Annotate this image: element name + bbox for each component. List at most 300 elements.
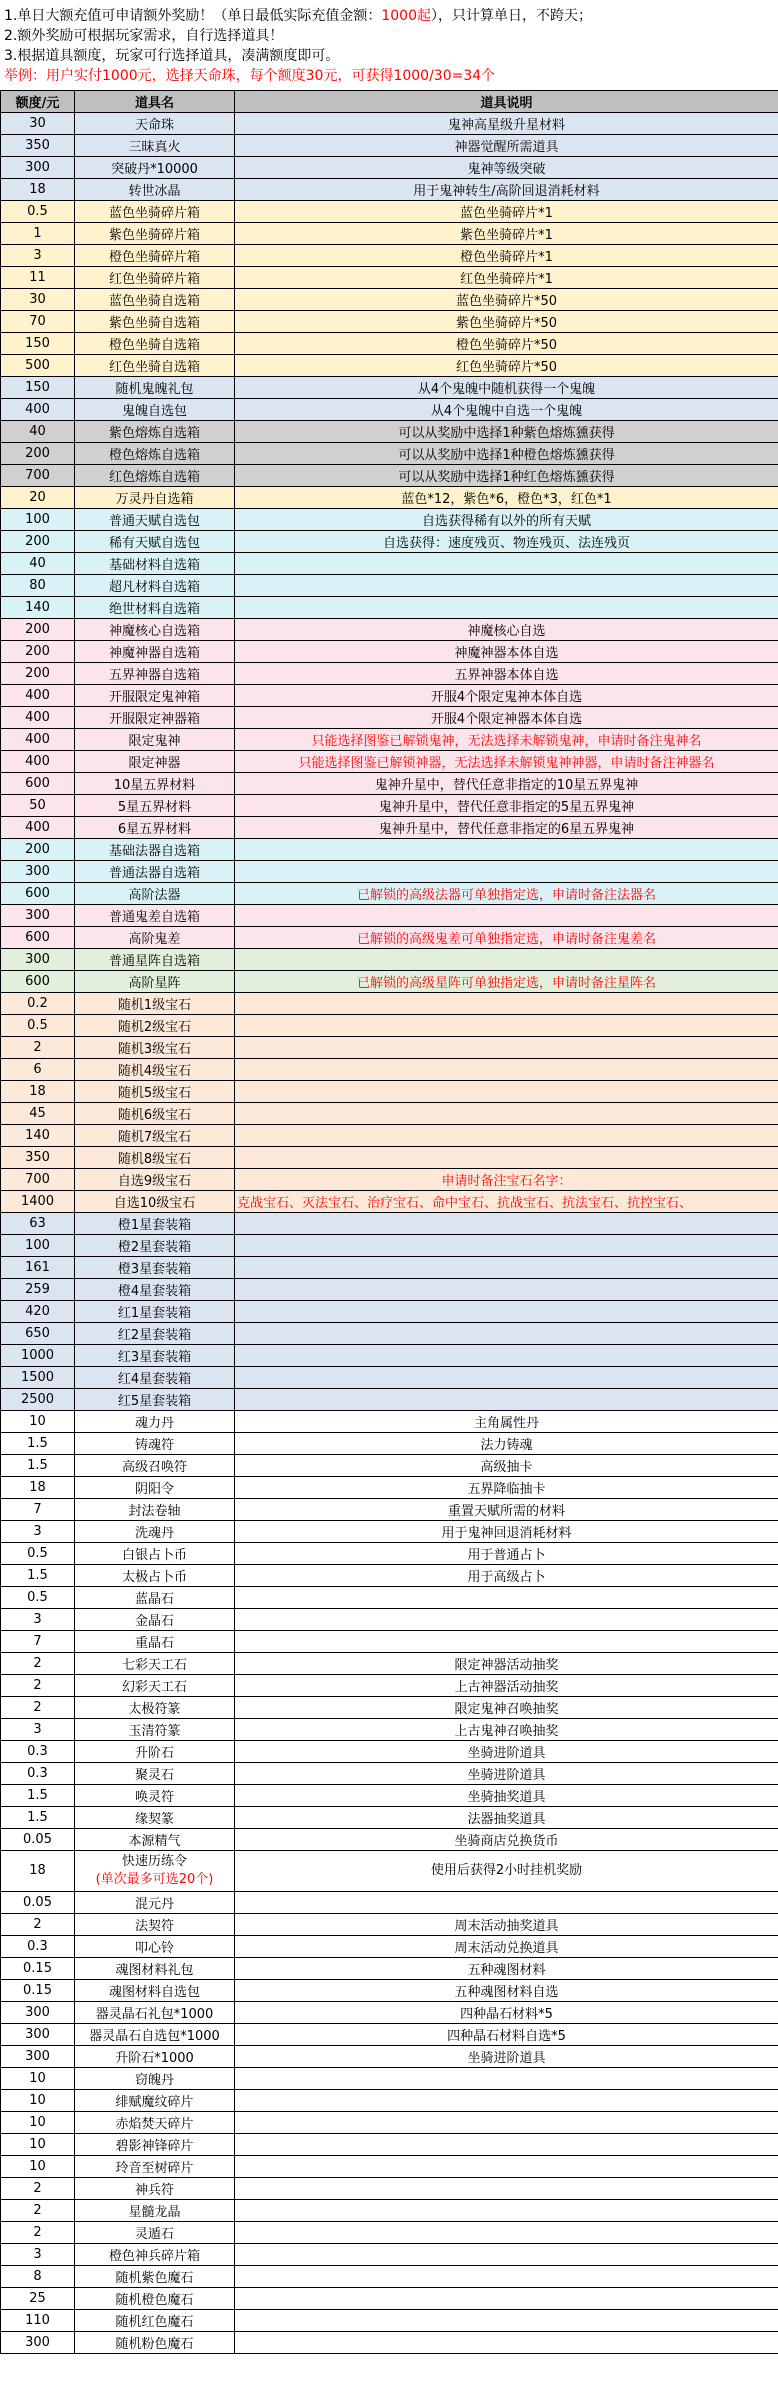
table-row [1, 509, 778, 531]
table-row [1, 2178, 778, 2200]
item-desc-cell: 周末活动抽奖道具 [235, 1914, 778, 1936]
amount-cell: 7 [1, 1631, 75, 1653]
item-name-cell: 封法卷轴 [75, 1499, 235, 1521]
item-desc-cell: 坐骑商店兑换货币 [235, 1829, 778, 1851]
item-desc-cell [235, 1213, 778, 1235]
amount-cell: 500 [1, 355, 75, 377]
item-name-cell: 随机紫色魔石 [75, 2266, 235, 2288]
amount-cell: 10 [1, 2112, 75, 2134]
amount-cell: 100 [1, 509, 75, 531]
table-row [1, 2266, 778, 2288]
item-desc-cell [235, 2156, 778, 2178]
item-desc-cell [235, 2244, 778, 2266]
table-row [1, 1609, 778, 1631]
table-row [1, 1169, 778, 1191]
amount-cell: 2 [1, 1697, 75, 1719]
amount-cell: 30 [1, 113, 75, 135]
table-row [1, 157, 778, 179]
item-name-cell: 红5星套装箱 [75, 1389, 235, 1411]
item-name-cell: 唤灵符 [75, 1785, 235, 1807]
item-desc-cell [235, 2090, 778, 2112]
item-desc-cell: 五种魂图材料自选 [235, 1980, 778, 2002]
table-row [1, 267, 778, 289]
item-name-cell: 开服限定神器箱 [75, 707, 235, 729]
item-name-cell: 绯赋魔纹碎片 [75, 2090, 235, 2112]
item-desc-cell: 鬼神升星中，替代任意非指定的10星五界鬼神 [235, 773, 778, 795]
amount-cell: 10 [1, 1411, 75, 1433]
item-name-cell: 随机5级宝石 [75, 1081, 235, 1103]
table-row [1, 1980, 778, 2002]
table-row [1, 1521, 778, 1543]
item-desc-cell: 已解锁的高级法器可单独指定选，申请时备注法器名 [235, 883, 778, 905]
table-row [1, 1763, 778, 1785]
note-line-example: 举例：用户实付1000元，选择天命珠，每个额度30元，可获得1000/30=34个 [4, 68, 496, 84]
table-row [1, 1543, 778, 1565]
amount-cell: 140 [1, 1125, 75, 1147]
amount-cell: 600 [1, 971, 75, 993]
item-desc-cell [235, 2200, 778, 2222]
table-row [1, 1389, 778, 1411]
item-desc-cell [235, 1631, 778, 1653]
item-name-cell: 金晶石 [75, 1609, 235, 1631]
item-name-cell: 开服限定鬼神箱 [75, 685, 235, 707]
item-desc-cell: 紫色坐骑碎片*50 [235, 311, 778, 333]
note-line-1 [4, 6, 772, 26]
item-desc-cell [235, 2178, 778, 2200]
amount-cell: 2 [1, 1037, 75, 1059]
item-name-cell: 红2星套装箱 [75, 1323, 235, 1345]
item-name-cell: 普通鬼差自选箱 [75, 905, 235, 927]
item-desc-cell: 自选获得稀有以外的所有天赋 [235, 509, 778, 531]
amount-cell: 3 [1, 1719, 75, 1741]
table-row [1, 135, 778, 157]
amount-cell: 8 [1, 2266, 75, 2288]
amount-cell: 700 [1, 465, 75, 487]
amount-cell: 1.5 [1, 1565, 75, 1587]
amount-cell: 2 [1, 1675, 75, 1697]
item-name-cell: 器灵晶石自选包*1000 [75, 2024, 235, 2046]
amount-cell: 259 [1, 1279, 75, 1301]
table-row [1, 465, 778, 487]
item-desc-cell: 可以从奖励中选择1种红色熔炼獯获得 [235, 465, 778, 487]
item-name-cell: 升阶石 [75, 1741, 235, 1763]
item-desc-cell: 已解锁的高级鬼差可单独指定选，申请时备注鬼差名 [235, 927, 778, 949]
item-name-text: 快速历练令 [121, 1854, 187, 1869]
table-row [1, 553, 778, 575]
table-row [1, 861, 778, 883]
amount-cell: 300 [1, 157, 75, 179]
table-row [1, 1147, 778, 1169]
table-row [1, 2200, 778, 2222]
item-desc-cell: 法器抽奖道具 [235, 1807, 778, 1829]
table-row [1, 839, 778, 861]
table-row [1, 971, 778, 993]
item-desc-cell [235, 2288, 778, 2310]
item-name-cell: 星髓龙晶 [75, 2200, 235, 2222]
table-row [1, 377, 778, 399]
table-row [1, 113, 778, 135]
item-desc-cell [235, 905, 778, 927]
amount-cell: 3 [1, 1609, 75, 1631]
table-row [1, 1565, 778, 1587]
item-name-cell: 神魔核心自选箱 [75, 619, 235, 641]
item-name-cell: 铸魂符 [75, 1433, 235, 1455]
amount-cell: 10 [1, 2068, 75, 2090]
item-name-cell: 升阶石*1000 [75, 2046, 235, 2068]
amount-cell: 25 [1, 2288, 75, 2310]
item-desc-cell: 鬼神高星级升星材料 [235, 113, 778, 135]
item-name-cell: 蓝晶石 [75, 1587, 235, 1609]
amount-cell: 0.3 [1, 1763, 75, 1785]
amount-cell: 300 [1, 2332, 75, 2354]
item-desc-cell [235, 1081, 778, 1103]
amount-cell: 400 [1, 751, 75, 773]
table-row [1, 179, 778, 201]
table-row [1, 1653, 778, 1675]
item-name-cell: 橙4星套装箱 [75, 1279, 235, 1301]
item-name-cell: 随机4级宝石 [75, 1059, 235, 1081]
item-name-cell: 随机橙色魔石 [75, 2288, 235, 2310]
item-name-cell: 紫色坐骑碎片箱 [75, 223, 235, 245]
item-desc-cell: 蓝色*12，紫色*6，橙色*3，红色*1 [235, 487, 778, 509]
item-name-cell: 10星五界材料 [75, 773, 235, 795]
item-name-cell: 窃魄丹 [75, 2068, 235, 2090]
table-row [1, 399, 778, 421]
table-row [1, 1829, 778, 1851]
item-desc-cell [235, 1892, 778, 1914]
table-row [1, 1785, 778, 1807]
table-row [1, 1213, 778, 1235]
table-row [1, 1367, 778, 1389]
amount-cell: 0.5 [1, 201, 75, 223]
table-body [1, 113, 778, 2354]
amount-cell: 600 [1, 927, 75, 949]
item-desc-cell [235, 2332, 778, 2354]
amount-cell: 350 [1, 135, 75, 157]
table-row [1, 927, 778, 949]
item-desc-cell [235, 2310, 778, 2332]
amount-cell: 420 [1, 1301, 75, 1323]
item-name-cell: 限定鬼神 [75, 729, 235, 751]
amount-cell: 600 [1, 773, 75, 795]
item-desc-cell: 限定鬼神召唤抽奖 [235, 1697, 778, 1719]
item-name-cell: 器灵晶石礼包*1000 [75, 2002, 235, 2024]
table-row [1, 223, 778, 245]
amount-cell: 2 [1, 2222, 75, 2244]
amount-cell: 18 [1, 1081, 75, 1103]
table-row [1, 1257, 778, 1279]
item-desc-cell: 鬼神升星中，替代任意非指定的5星五界鬼神 [235, 795, 778, 817]
amount-cell: 0.05 [1, 1892, 75, 1914]
item-name-cell: 七彩天工石 [75, 1653, 235, 1675]
item-name-cell: 绝世材料自选箱 [75, 597, 235, 619]
item-name-cell: 洗魂丹 [75, 1521, 235, 1543]
table-row [1, 905, 778, 927]
amount-cell: 300 [1, 2002, 75, 2024]
item-name-cell: 高阶星阵 [75, 971, 235, 993]
item-name-cell: 蓝色坐骑碎片箱 [75, 201, 235, 223]
item-name-cell: 聚灵石 [75, 1763, 235, 1785]
amount-cell: 45 [1, 1103, 75, 1125]
amount-cell: 400 [1, 707, 75, 729]
item-desc-cell: 法力铸魂 [235, 1433, 778, 1455]
table-row [1, 685, 778, 707]
item-name-cell: 紫色坐骑自选箱 [75, 311, 235, 333]
item-name-note: (单次最多可选20个) [95, 1872, 214, 1887]
item-desc-cell [235, 2266, 778, 2288]
item-desc-cell [235, 1257, 778, 1279]
item-desc-cell [235, 949, 778, 971]
table-row [1, 1191, 778, 1213]
item-name-cell: 魂图材料礼包 [75, 1958, 235, 1980]
item-name-cell: 自选10级宝石 [75, 1191, 235, 1213]
item-desc-cell [235, 2134, 778, 2156]
item-desc-cell: 只能选择图鉴已解锁神器，无法选择未解锁鬼神神器，申请时备注神器名 [235, 751, 778, 773]
table-row [1, 487, 778, 509]
table-row [1, 1892, 778, 1914]
item-name-cell: 万灵丹自选箱 [75, 487, 235, 509]
item-desc-cell [235, 2222, 778, 2244]
amount-cell: 650 [1, 1323, 75, 1345]
table-row [1, 1433, 778, 1455]
item-name-cell: 随机鬼魄礼包 [75, 377, 235, 399]
item-name-cell: 稀有天赋自选包 [75, 531, 235, 553]
item-desc-cell [235, 575, 778, 597]
header-item-desc: 道具说明 [235, 91, 778, 113]
item-name-cell: 随机红色魔石 [75, 2310, 235, 2332]
item-desc-cell: 蓝色坐骑碎片*1 [235, 201, 778, 223]
table-row [1, 1411, 778, 1433]
item-name-cell: 红1星套装箱 [75, 1301, 235, 1323]
item-desc-cell: 坐骑进阶道具 [235, 1763, 778, 1785]
table-row [1, 2090, 778, 2112]
table-row [1, 1103, 778, 1125]
item-desc-cell [235, 1367, 778, 1389]
table-row [1, 1697, 778, 1719]
amount-cell: 0.3 [1, 1936, 75, 1958]
amount-cell: 200 [1, 839, 75, 861]
header-item-name: 道具名 [75, 91, 235, 113]
item-name-cell: 基础材料自选箱 [75, 553, 235, 575]
table-row [1, 1719, 778, 1741]
item-name-cell: 红3星套装箱 [75, 1345, 235, 1367]
item-desc-cell: 橙色坐骑碎片*50 [235, 333, 778, 355]
item-name-cell: 随机8级宝石 [75, 1147, 235, 1169]
item-desc-cell [235, 1609, 778, 1631]
table-row [1, 2310, 778, 2332]
amount-cell: 200 [1, 531, 75, 553]
amount-cell: 20 [1, 487, 75, 509]
item-desc-cell [235, 993, 778, 1015]
table-row [1, 597, 778, 619]
item-desc-cell: 坐骑抽奖道具 [235, 1785, 778, 1807]
item-name-cell: 神兵符 [75, 2178, 235, 2200]
item-desc-cell: 紫色坐骑碎片*1 [235, 223, 778, 245]
item-name-cell: 随机粉色魔石 [75, 2332, 235, 2354]
item-desc-cell: 用于普通占卜 [235, 1543, 778, 1565]
item-desc-cell [235, 1103, 778, 1125]
item-name-cell: 紫色熔炼自选箱 [75, 421, 235, 443]
amount-cell: 70 [1, 311, 75, 333]
item-name-cell: 天命珠 [75, 113, 235, 135]
item-desc-cell: 用于鬼神转生/高阶回退消耗材料 [235, 179, 778, 201]
amount-cell: 200 [1, 619, 75, 641]
table-row [1, 883, 778, 905]
table-row [1, 2024, 778, 2046]
table-row [1, 355, 778, 377]
table-row [1, 1851, 778, 1892]
amount-cell: 400 [1, 399, 75, 421]
amount-cell: 0.3 [1, 1741, 75, 1763]
item-desc-cell: 坐骑进阶道具 [235, 1741, 778, 1763]
table-row [1, 2112, 778, 2134]
table-row [1, 707, 778, 729]
amount-cell: 300 [1, 2024, 75, 2046]
item-name-cell: 蓝色坐骑自选箱 [75, 289, 235, 311]
item-name-cell: 高阶法器 [75, 883, 235, 905]
amount-cell: 150 [1, 377, 75, 399]
amount-cell: 1.5 [1, 1433, 75, 1455]
item-desc-cell [235, 1389, 778, 1411]
item-desc-cell: 鬼神升星中，替代任意非指定的6星五界鬼神 [235, 817, 778, 839]
amount-cell: 700 [1, 1169, 75, 1191]
item-desc-cell [235, 1235, 778, 1257]
table-row [1, 663, 778, 685]
table-row [1, 1059, 778, 1081]
table-row [1, 795, 778, 817]
item-desc-cell [235, 1147, 778, 1169]
item-name-cell: 普通法器自选箱 [75, 861, 235, 883]
item-name-cell: 本源精气 [75, 1829, 235, 1851]
item-desc-cell [235, 1037, 778, 1059]
item-desc-cell: 用于高级占卜 [235, 1565, 778, 1587]
item-name-cell [75, 1851, 235, 1892]
item-desc-cell [235, 2068, 778, 2090]
amount-cell: 0.05 [1, 1829, 75, 1851]
amount-cell: 0.2 [1, 993, 75, 1015]
table-row [1, 1125, 778, 1147]
item-desc-cell: 克战宝石、灭法宝石、治疗宝石、命中宝石、抗战宝石、抗法宝石、抗控宝石、 [235, 1191, 778, 1213]
item-name-cell: 随机2级宝石 [75, 1015, 235, 1037]
amount-cell: 1.5 [1, 1807, 75, 1829]
amount-cell: 3 [1, 2244, 75, 2266]
table-row [1, 751, 778, 773]
item-name-cell: 玲音至树碎片 [75, 2156, 235, 2178]
item-desc-cell: 用于鬼神回退消耗材料 [235, 1521, 778, 1543]
table-row [1, 1081, 778, 1103]
amount-cell: 2 [1, 1653, 75, 1675]
table-row [1, 443, 778, 465]
amount-cell: 300 [1, 905, 75, 927]
table-row [1, 1455, 778, 1477]
table-row [1, 2068, 778, 2090]
item-desc-cell: 自选获得：速度残页、物连残页、法连残页 [235, 531, 778, 553]
item-desc-cell: 可以从奖励中选择1种橙色熔炼獯获得 [235, 443, 778, 465]
item-desc-cell: 四种晶石材料*5 [235, 2002, 778, 2024]
amount-cell: 50 [1, 795, 75, 817]
table-row [1, 1037, 778, 1059]
table-row [1, 2002, 778, 2024]
table-row [1, 1279, 778, 1301]
item-desc-cell: 限定神器活动抽奖 [235, 1653, 778, 1675]
table-row [1, 1301, 778, 1323]
amount-cell: 10 [1, 2134, 75, 2156]
item-name-cell: 突破丹*10000 [75, 157, 235, 179]
item-desc-cell [235, 1587, 778, 1609]
table-row [1, 1958, 778, 1980]
amount-cell: 2 [1, 1914, 75, 1936]
item-name-cell: 限定神器 [75, 751, 235, 773]
amount-cell: 18 [1, 1851, 75, 1892]
amount-cell: 63 [1, 1213, 75, 1235]
table-row [1, 1675, 778, 1697]
item-desc-cell [235, 1345, 778, 1367]
table-row [1, 289, 778, 311]
amount-cell: 18 [1, 179, 75, 201]
item-name-cell: 鬼魄自选包 [75, 399, 235, 421]
table-row [1, 1631, 778, 1653]
amount-cell: 0.5 [1, 1587, 75, 1609]
item-name-cell: 基础法器自选箱 [75, 839, 235, 861]
item-desc-cell: 从4个鬼魄中随机获得一个鬼魄 [235, 377, 778, 399]
item-desc-cell: 坐骑进阶道具 [235, 2046, 778, 2068]
amount-cell: 600 [1, 883, 75, 905]
item-desc-cell: 橙色坐骑碎片*1 [235, 245, 778, 267]
amount-cell: 80 [1, 575, 75, 597]
item-name-cell: 玉清符篆 [75, 1719, 235, 1741]
amount-cell: 2 [1, 2200, 75, 2222]
item-name-cell: 碧影神锋碎片 [75, 2134, 235, 2156]
item-name-cell: 高级召唤符 [75, 1455, 235, 1477]
item-name-cell: 橙3星套装箱 [75, 1257, 235, 1279]
item-name-cell: 自选9级宝石 [75, 1169, 235, 1191]
amount-cell: 350 [1, 1147, 75, 1169]
amount-cell: 3 [1, 1521, 75, 1543]
table-row [1, 2222, 778, 2244]
table-row [1, 421, 778, 443]
item-desc-cell: 红色坐骑碎片*50 [235, 355, 778, 377]
item-name-cell: 普通星阵自选箱 [75, 949, 235, 971]
note-line-3: 3.根据道具额度，玩家可行选择道具，凑满额度即可。 [4, 48, 340, 64]
amount-cell: 200 [1, 641, 75, 663]
item-name-cell: 高阶鬼差 [75, 927, 235, 949]
amount-cell: 7 [1, 1499, 75, 1521]
table-row [1, 311, 778, 333]
item-name-cell: 橙色坐骑碎片箱 [75, 245, 235, 267]
amount-cell: 0.5 [1, 1015, 75, 1037]
reward-table [0, 90, 778, 2354]
table-row [1, 817, 778, 839]
amount-cell: 150 [1, 333, 75, 355]
item-name-cell: 赤焰焚天碎片 [75, 2112, 235, 2134]
item-desc-cell: 神器觉醒所需道具 [235, 135, 778, 157]
note-1-amount: 1000起 [381, 8, 431, 24]
table-row [1, 1323, 778, 1345]
notes-block [0, 0, 778, 90]
table-row [1, 2332, 778, 2354]
item-name-cell: 橙色神兵碎片箱 [75, 2244, 235, 2266]
item-name-cell: 随机3级宝石 [75, 1037, 235, 1059]
amount-cell: 6 [1, 1059, 75, 1081]
item-name-cell: 红色熔炼自选箱 [75, 465, 235, 487]
item-name-cell: 红色坐骑自选箱 [75, 355, 235, 377]
amount-cell: 400 [1, 685, 75, 707]
note-line-2: 2.额外奖励可根据玩家需求，自行选择道具！ [4, 28, 284, 44]
item-name-cell: 超凡材料自选箱 [75, 575, 235, 597]
item-name-cell: 橙色熔炼自选箱 [75, 443, 235, 465]
amount-cell: 40 [1, 421, 75, 443]
item-desc-cell: 五种魂图材料 [235, 1958, 778, 1980]
